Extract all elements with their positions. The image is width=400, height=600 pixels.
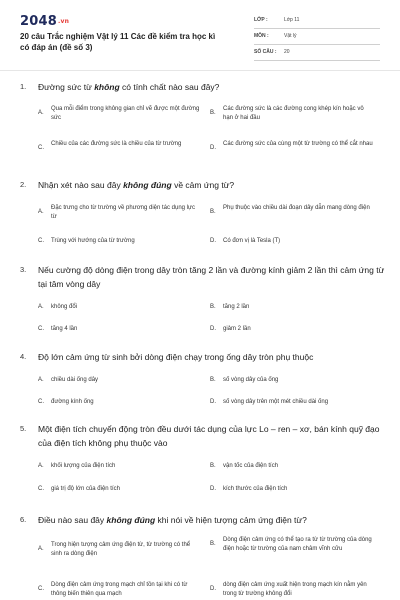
stem-emphasis: không bbox=[94, 82, 120, 92]
stem-text: Nhận xét nào sau đây bbox=[38, 180, 124, 190]
option-text: tăng 2 lần bbox=[223, 304, 250, 310]
meta-label: LỚP : bbox=[254, 17, 268, 23]
question-4 bbox=[20, 350, 390, 405]
option-letter: C. bbox=[38, 145, 44, 151]
option-text: dòng điện cảm ứng xuất hiện trong mạch kín nằm yên trong từ trường không đổi bbox=[223, 582, 367, 597]
option-text: Dòng điện cảm ứng trong mạch chỉ tồn tại khi có từ thông biến thiên qua mạch bbox=[51, 582, 188, 597]
question-stem bbox=[20, 422, 390, 450]
option-text: Phụ thuộc vào chiều dài đoạn dây dẫn mang dòng điện bbox=[223, 205, 370, 211]
option-text: khối lượng của điện tích bbox=[51, 463, 116, 469]
option-text: kích thước của điện tích bbox=[223, 486, 288, 492]
question-number: 1. bbox=[20, 82, 27, 91]
option-letter: B. bbox=[210, 209, 216, 215]
question-1 bbox=[20, 80, 390, 151]
option-text: tăng 4 lần bbox=[51, 326, 78, 332]
stem-text: về cảm ứng từ? bbox=[171, 180, 235, 190]
option-letter: D. bbox=[210, 399, 216, 405]
option-text: Trùng với hướng của từ trường bbox=[51, 238, 135, 244]
question-number: 4. bbox=[20, 352, 27, 361]
question-number: 2. bbox=[20, 180, 27, 189]
meta-value: Vật lý bbox=[284, 33, 297, 39]
meta-value: Lớp 11 bbox=[284, 17, 300, 23]
option-text: giảm 2 lần bbox=[223, 326, 251, 332]
question-2 bbox=[20, 178, 390, 244]
meta-row-class bbox=[254, 14, 380, 29]
option-text: Trong hiện tượng cảm ứng điện từ, từ trường có thể sinh ra dòng điện bbox=[51, 542, 191, 557]
option-letter: D. bbox=[210, 486, 216, 492]
stem-emphasis: không đúng bbox=[123, 180, 172, 190]
option-text: số vòng dây của ống bbox=[223, 377, 279, 383]
option-letter: B. bbox=[210, 377, 216, 383]
meta-value: 20 bbox=[284, 49, 290, 55]
option-letter: C. bbox=[38, 399, 44, 405]
option-text: đường kính ống bbox=[51, 399, 94, 405]
stem-text: Đường sức từ bbox=[38, 82, 95, 92]
option-letter: B. bbox=[210, 463, 216, 469]
meta-info bbox=[254, 14, 380, 62]
question-6 bbox=[20, 513, 390, 597]
question-stem bbox=[20, 80, 390, 94]
option-letter: B. bbox=[210, 541, 216, 547]
option-text: Dòng điện cảm ứng có thể tạo ra từ từ trường của dòng điện hoặc từ trường của nam châm vĩnh cửu bbox=[223, 537, 372, 552]
question-number: 5. bbox=[20, 424, 27, 433]
option-text: Các đường sức là các đường cong khép kín hoặc vô hạn ở hai đầu bbox=[223, 106, 364, 121]
option-letter: A. bbox=[38, 546, 44, 552]
stem-text: Nếu cường độ dòng điện trong dây tròn tăng 2 lần và đường kính giảm 2 lần thì cảm ứng từ tại tâm vòng dây bbox=[38, 265, 385, 289]
option-text: giá trị độ lớn của điện tích bbox=[51, 486, 120, 492]
option-letter: A. bbox=[38, 463, 44, 469]
option-letter: C. bbox=[38, 326, 44, 332]
meta-row-count bbox=[254, 46, 380, 61]
option-text: Đặc trưng cho từ trường về phương diện tác dụng lực từ bbox=[51, 205, 196, 220]
option-letter: A. bbox=[38, 110, 44, 116]
meta-row-subject bbox=[254, 30, 380, 45]
option-letter: C. bbox=[38, 238, 44, 244]
option-text: Qua mỗi điểm trong không gian chỉ vẽ được một đường sức bbox=[51, 106, 200, 121]
option-letter: A. bbox=[38, 304, 44, 310]
option-letter: A. bbox=[38, 377, 44, 383]
question-number: 6. bbox=[20, 515, 27, 524]
stem-text: Một điện tích chuyển động tròn đều dưới tác dụng của lực Lo – ren – xơ, bán kính quỹ đạo của điện tích không phụ thuộc vào bbox=[38, 424, 380, 448]
header-divider bbox=[0, 70, 400, 71]
option-letter: C. bbox=[38, 486, 44, 492]
option-letter: C. bbox=[38, 586, 44, 592]
stem-text: khi nói về hiện tượng cảm ứng điện từ? bbox=[155, 515, 307, 525]
logo-suffix: .vn bbox=[57, 18, 70, 25]
option-letter: D. bbox=[210, 238, 216, 244]
question-5 bbox=[20, 422, 390, 492]
option-text: không đổi bbox=[51, 304, 78, 310]
question-3 bbox=[20, 263, 390, 332]
meta-label: SỐ CÂU : bbox=[254, 49, 277, 55]
option-letter: B. bbox=[210, 304, 216, 310]
question-stem bbox=[20, 178, 390, 192]
document-title: 20 câu Trắc nghiệm Vật lý 11 Các đề kiểm tra học kì có đáp án (đề số 3) bbox=[20, 32, 216, 52]
question-stem bbox=[20, 350, 390, 364]
option-letter: A. bbox=[38, 209, 44, 215]
option-letter: D. bbox=[210, 586, 216, 592]
question-stem bbox=[20, 513, 390, 527]
page-header bbox=[0, 0, 400, 68]
option-letter: D. bbox=[210, 326, 216, 332]
stem-text: Độ lớn cảm ứng từ sinh bởi dòng điện chạy trong ống dây tròn phụ thuộc bbox=[38, 352, 314, 362]
option-letter: D. bbox=[210, 145, 216, 151]
option-letter: B. bbox=[210, 110, 216, 116]
option-text: vận tốc của điện tích bbox=[223, 463, 279, 469]
option-text: số vòng dây trên một mét chiều dài ống bbox=[223, 399, 329, 405]
site-logo[interactable] bbox=[20, 14, 69, 29]
option-text: Có đơn vị là Tesla (T) bbox=[223, 238, 281, 244]
option-text: Các đường sức của cùng một từ trường có thể cắt nhau bbox=[223, 141, 373, 147]
question-number: 3. bbox=[20, 265, 27, 274]
stem-text: có tính chất nào sau đây? bbox=[119, 82, 220, 92]
stem-text: Điều nào sau đây bbox=[38, 515, 107, 525]
logo-text: 2048 bbox=[20, 14, 57, 29]
meta-label: MÔN : bbox=[254, 33, 269, 39]
stem-emphasis: không đúng bbox=[106, 515, 156, 525]
option-text: Chiều của các đường sức là chiều của từ trường bbox=[51, 141, 182, 147]
question-stem bbox=[20, 263, 390, 291]
option-text: chiều dài ống dây bbox=[51, 377, 99, 383]
